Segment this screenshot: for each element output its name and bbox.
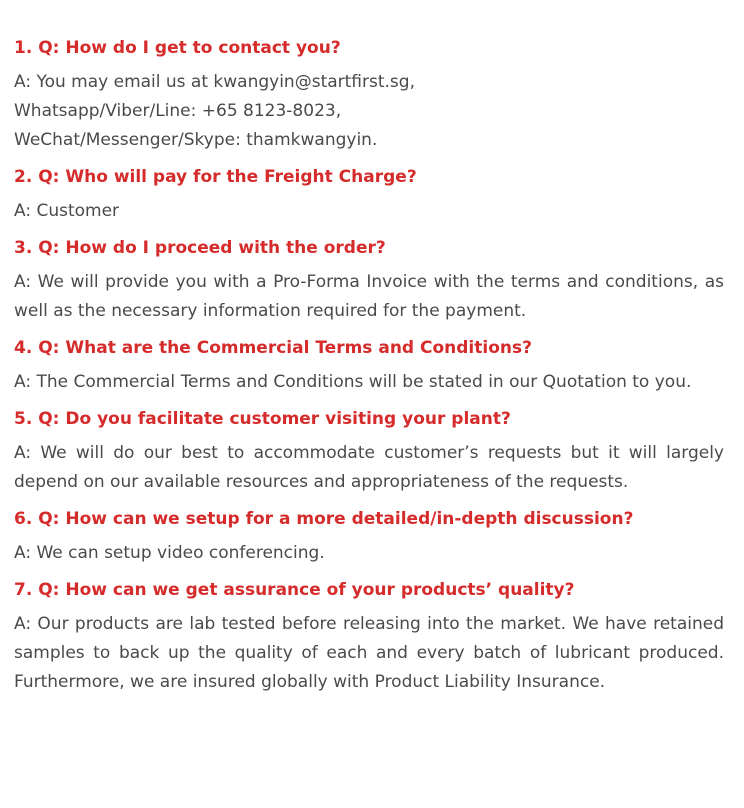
faq-item-2 bbox=[14, 163, 724, 226]
faq-item-1 bbox=[14, 34, 724, 155]
faq-question: 1. Q: How do I get to contact you? bbox=[14, 38, 341, 58]
answer-line-email: A: You may email us at kwangyin@startfirst.sg, bbox=[14, 72, 415, 92]
faq-question: 3. Q: How do I proceed with the order? bbox=[14, 238, 386, 258]
faq-answer: A: We will provide you with a Pro-Forma Invoice with the terms and conditions, as well as the necessary information required for the payment. bbox=[14, 272, 724, 321]
faq-answer: A: The Commercial Terms and Conditions will be stated in our Quotation to you. bbox=[14, 372, 692, 392]
faq-question: 6. Q: How can we setup for a more detailed/in-depth discussion? bbox=[14, 509, 634, 529]
faq-item-6 bbox=[14, 505, 724, 568]
faq-question: 5. Q: Do you facilitate customer visiting your plant? bbox=[14, 409, 511, 429]
faq-question: 7. Q: How can we get assurance of your products’ quality? bbox=[14, 580, 575, 600]
faq-list bbox=[14, 34, 724, 705]
faq-item-7 bbox=[14, 576, 724, 697]
faq-answer: A: Customer bbox=[14, 201, 120, 221]
faq-question: 4. Q: What are the Commercial Terms and Conditions? bbox=[14, 338, 532, 358]
faq-item-5 bbox=[14, 405, 724, 497]
faq-answer bbox=[14, 68, 724, 155]
faq-answer: A: We will do our best to accommodate customer’s requests but it will largely depend on our available resources and appropriateness of the requests. bbox=[14, 443, 724, 492]
faq-answer: A: Our products are lab tested before releasing into the market. We have retained samples to back up the quality of each and every batch of lubricant produced. Furthermore, we are insured globally with Product Liability Insurance. bbox=[14, 614, 724, 692]
faq-item-3 bbox=[14, 234, 724, 326]
answer-line-social: WeChat/Messenger/Skype: thamkwangyin. bbox=[14, 130, 378, 150]
faq-item-4 bbox=[14, 334, 724, 397]
faq-answer: A: We can setup video conferencing. bbox=[14, 543, 325, 563]
answer-line-phone: Whatsapp/Viber/Line: +65 8123-8023, bbox=[14, 101, 342, 121]
faq-question: 2. Q: Who will pay for the Freight Charge? bbox=[14, 167, 417, 187]
